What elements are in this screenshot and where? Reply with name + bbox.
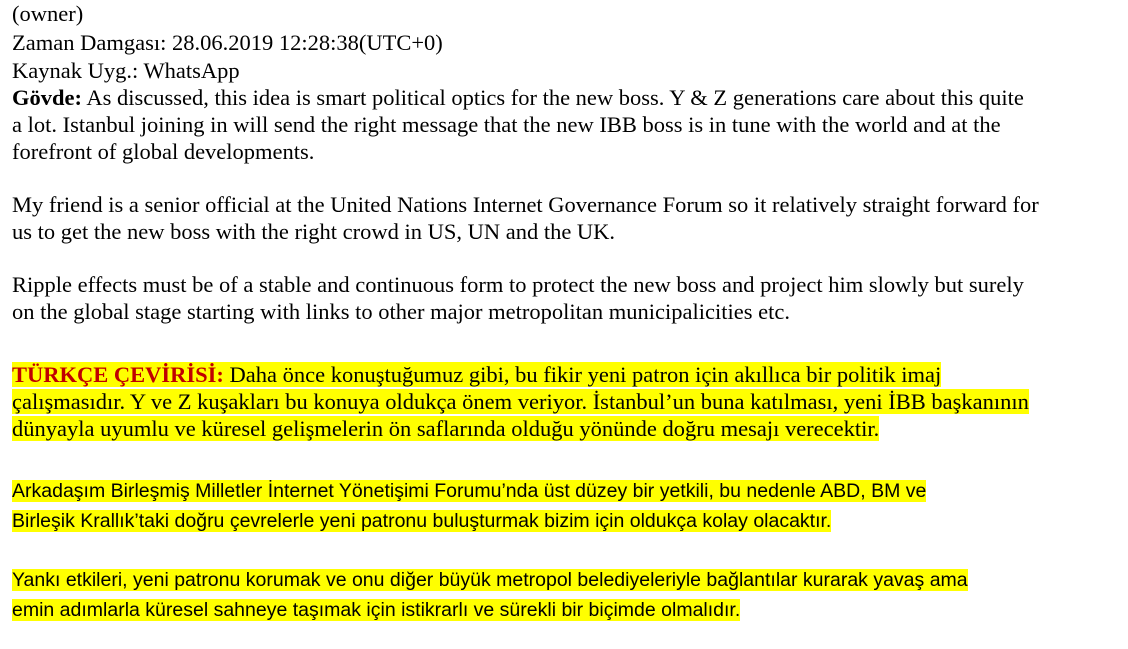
body-para2-line1: My friend is a senior official at the United Nations Internet Governance Forum so it relatively straight forward for <box>12 192 1039 217</box>
translation-para3-line1-text: Yankı etkileri, yeni patronu korumak ve onu diğer büyük metropol belediyeleriyle bağlantılar kurarak yavaş ama <box>12 569 968 591</box>
translation-para1-line1 <box>12 361 941 388</box>
body-para1-line3: forefront of global developments. <box>12 139 315 164</box>
translation-para2-line2-text: Birleşik Krallık’taki doğru çevrelerle yeni patronu buluşturmak bizim için oldukça kolay olacaktır. <box>12 510 832 532</box>
translation-para3-line2-text: emin adımlarla küresel sahneye taşımak için istikrarlı ve sürekli bir biçimde olmalıdır. <box>12 599 741 621</box>
translation-para2-line1-text: Arkadaşım Birleşmiş Milletler İnternet Yönetişimi Forumu’nda üst düzey bir yetkili, bu nedenle ABD, BM ve <box>12 480 927 502</box>
translation-para3-line1 <box>12 565 968 595</box>
translation-para3-line2 <box>12 595 740 625</box>
body-para3-line1: Ripple effects must be of a stable and continuous form to protect the new boss and project him slowly but surely <box>12 272 1024 297</box>
body-para2-line2: us to get the new boss with the right crowd in US, UN and the UK. <box>12 219 616 244</box>
body-label: Gövde: <box>12 85 82 110</box>
translation-para1-line2 <box>12 388 1029 415</box>
translation-para1-line2-text: çalışmasıdır. Y ve Z kuşakları bu konuya oldukça önem veriyor. İstanbul’un buna katılması, yeni İBB başkanının <box>12 389 1029 414</box>
body-para1-line1 <box>12 84 1024 111</box>
translation-para2-line1 <box>12 476 926 506</box>
body-text: As discussed, this idea is smart political optics for the new boss. Y & Z generations care about this quite <box>82 85 1024 110</box>
translation-para1-line3 <box>12 415 879 442</box>
translation-text: Daha önce konuştuğumuz gibi, bu fikir yeni patron için akıllıca bir politik imaj <box>223 362 942 387</box>
source-app-line: Kaynak Uyg.: WhatsApp <box>12 58 240 83</box>
timestamp-line: Zaman Damgası: 28.06.2019 12:28:38(UTC+0) <box>12 30 443 55</box>
owner-line: (owner) <box>12 1 84 26</box>
translation-label: TÜRKÇE ÇEVİRİSİ: <box>12 362 224 387</box>
translation-para1-line3-text: dünyayla uyumlu ve küresel gelişmelerin ön saflarında olduğu yönünde doğru mesajı verecektir. <box>12 416 880 441</box>
body-para3-line2: on the global stage starting with links to other major metropolitan municipalicities etc. <box>12 299 790 324</box>
translation-para2-line2 <box>12 506 831 536</box>
body-para1-line2: a lot. Istanbul joining in will send the right message that the new IBB boss is in tune with the world and at the <box>12 112 1001 137</box>
